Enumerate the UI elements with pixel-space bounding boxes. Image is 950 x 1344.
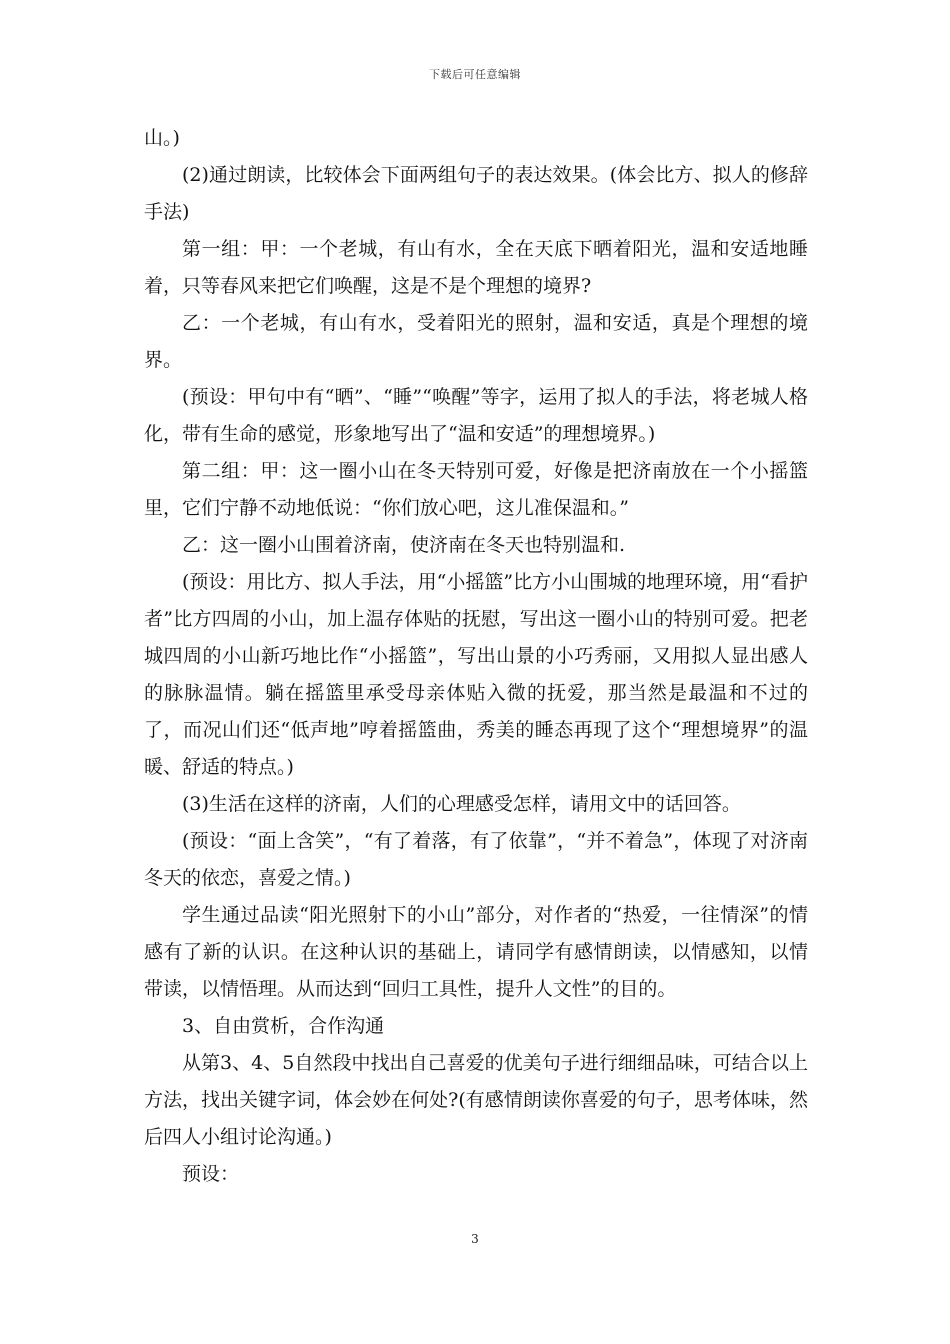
paragraph: (预设：甲句中有“晒”、“睡”“唤醒”等字，运用了拟人的手法，将老城人格化，带有生命的感觉，形象地写出了“温和安适”的理想境界。) [144,386,808,445]
paragraph: 第二组：甲：这一圈小山在冬天特别可爱，好像是把济南放在一个小摇篮里，它们宁静不动地低说：“你们放心吧，这儿准保温和。” [144,460,808,519]
paragraph: (预设：“面上含笑”，“有了着落，有了依靠”，“并不着急”，体现了对济南冬天的依恋，喜爱之情。) [144,830,808,889]
paragraph: 乙：这一圈小山围着济南，使济南在冬天也特别温和. [182,534,626,556]
paragraph: (预设：用比方、拟人手法，用“小摇篮”比方小山围城的地理环境，用“看护者”比方四周的小山，加上温存体贴的抚慰，写出这一圈小山的特别可爱。把老城四周的小山新巧地比作“小摇篮”，写出山景的小巧秀丽，又用拟人显出感人的脉脉温情。躺在摇篮里承受母亲体贴入微的抚爱，那当然是最温和不过的了，而况山们还“低声地”哼着摇篮曲，秀美的睡态再现了这个“理想境界”的温暖、舒适的特点。) [144,571,808,778]
paragraph: 预设： [182,1163,240,1185]
page-header: 下载后可任意编辑 [429,68,521,81]
paragraph: 从第3、4、5自然段中找出自己喜爱的优美句子进行细细品味，可结合以上方法，找出关键字词，体会妙在何处?(有感情朗读你喜爱的句子，思考体味，然后四人小组讨论沟通。) [144,1052,808,1148]
paragraph: 乙：一个老城，有山有水，受着阳光的照射，温和安适，真是个理想的境界。 [144,312,808,371]
section-heading: 3、自由赏析，合作沟通 [182,1015,385,1037]
paragraph: 学生通过品读“阳光照射下的小山”部分，对作者的“热爱，一往情深”的情感有了新的认识。在这种认识的基础上，请同学有感情朗读，以情感知，以情带读，以情悟理。从而达到“回归工具性，提升人文性”的目的。 [144,904,808,1000]
paragraph: 山。) [144,127,180,149]
paragraph: 第一组：甲：一个老城，有山有水，全在天底下晒着阳光，温和安适地睡着，只等春风来把它们唤醒，这是不是个理想的境界? [144,238,808,297]
paragraph: (2)通过朗读，比较体会下面两组句子的表达效果。(体会比方、拟人的修辞手法) [144,164,808,223]
paragraph: (3)生活在这样的济南，人们的心理感受怎样，请用文中的话回答。 [182,793,741,815]
page-number: 3 [471,1232,479,1246]
document-body [144,120,808,1193]
